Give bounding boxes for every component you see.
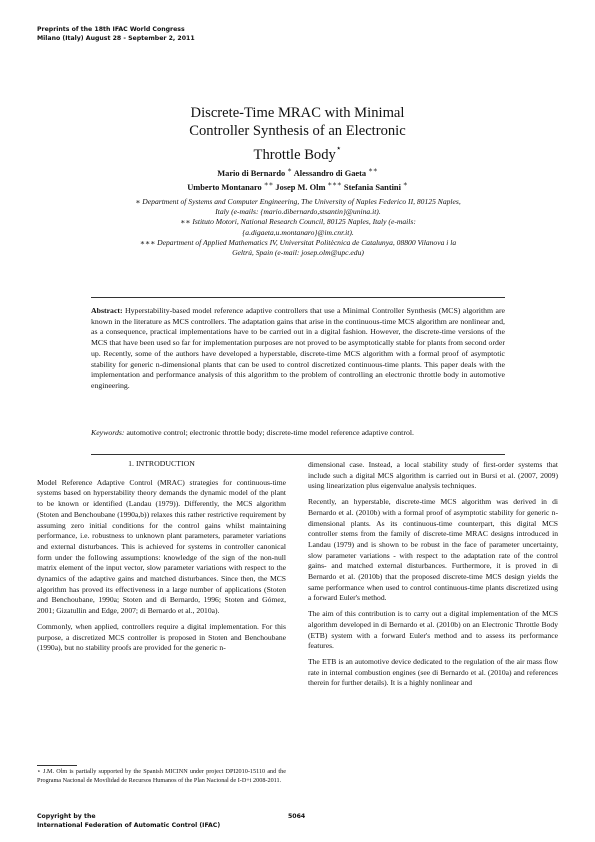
section-heading: 1. INTRODUCTION (128, 459, 195, 468)
title-line1: Discrete-Time MRAC with Minimal (190, 105, 405, 121)
affiliations (133, 197, 463, 258)
title-line2: Controller Synthesis of an Electronic (189, 123, 406, 140)
author-name: Stefania Santini (343, 182, 401, 192)
abstract-top-rule (91, 297, 505, 298)
paragraph: dimensional case. Instead, a local stability study of first-order systems that include such a digital MCS algorithm is carried out in Bursi et al. (2007, 2009) using linearization plus eigenvalue analysis techniques. (308, 460, 558, 491)
left-column (37, 459, 286, 659)
right-column (308, 460, 558, 694)
affiliation-3: ∗∗∗ Department of Applied Mathematics IV, Universitat Politècnica de Catalunya, 08800 Vilanova i la Geltrú, Spain (e-mail: josep.olm@upc.edu) (139, 237, 457, 258)
author-affil-mark: ∗∗ (368, 166, 378, 174)
paper-title (0, 104, 595, 164)
abstract-bottom-rule (91, 454, 505, 455)
author-line2 (0, 179, 595, 193)
author-affil-mark: ∗∗ (263, 179, 274, 188)
author-name: Umberto Montanaro (187, 182, 262, 192)
author-name: Josep M. Olm (275, 182, 326, 192)
paragraph: The aim of this contribution is to carry out a digital implementation of the MCS algorithm developed in di Bernardo et al. (2010b) on an Electronic Throttle Body (ETB) system with a forward Euler's method and to assess its performance features. (308, 609, 558, 651)
affiliation-2: ∗∗ Istituto Motori, National Research Council, 80125 Naples, Italy (e-mails: {a.digaeta,u.montanaro}@im.cnr.it). (180, 217, 416, 237)
copyright-line2: International Federation of Automatic Control (IFAC) (37, 821, 221, 829)
affiliation-1: ∗ Department of Systems and Computer Engineering, The University of Naples Federico II, 80125 Naples, Italy (e-mails: {mario.dibernardo,stsantin}@unina.it). (135, 197, 461, 217)
author-list (0, 165, 595, 193)
conference-header (37, 26, 337, 43)
title-star-mark: ⋆ (335, 142, 342, 153)
keywords (91, 428, 505, 439)
title-line3: Throttle Body⋆ (253, 142, 342, 163)
keywords-text: automotive control; electronic throttle body; discrete-time model reference adaptive control. (126, 428, 414, 437)
abstract (91, 306, 505, 392)
author-line1 (0, 165, 595, 179)
author-name: Mario di Bernardo (217, 168, 286, 178)
author-affil-mark: ∗ (287, 166, 293, 174)
conference-header-line1: Preprints of the 18th IFAC World Congress (37, 26, 185, 33)
keywords-label: Keywords: (91, 428, 125, 437)
author-name: Alessandro di Gaeta (293, 168, 367, 178)
author-affil-mark: ∗ (403, 179, 408, 188)
conference-header-line2: Milano (Italy) August 28 - September 2, 2011 (37, 34, 195, 42)
paragraph: Recently, an hyperstable, discrete-time MCS algorithm was derived in di Bernardo et al. (2010b) with a formal proof of asymptotic stability for generic n-dimensional plants. As its continuous-time counterpart, this digital MCS controller stems from the family of discrete-time MRAC designs introduced in Landau (1979) and is shown to be robust in the face of parameter uncertainty, slow parameter variations - with respect to the adaptation rate of the control gains- and matched external disturbances. Furthermore, it is proved in di Bernardo et al. (2010b) that the proposed discrete-time MCS design yields the same performance when used to control continuous-time plants discretized using a forward Euler's method. (308, 497, 558, 603)
copyright-line1: Copyright by the (37, 813, 96, 820)
abstract-label: Abstract: (91, 306, 123, 315)
author-affil-mark: ∗∗∗ (327, 179, 342, 188)
footnote-rule (37, 765, 77, 766)
page-number: 5064 (288, 813, 306, 820)
footnote: ⋆ J.M. Olm is partially supported by the Spanish MICINN under project DPI2010-15110 and the Programa Nacional de Movilidad de Recursos Humanos of the Plan Nacional de I-D+i 2008-2011. (37, 768, 286, 784)
paragraph: Model Reference Adaptive Control (MRAC) strategies for continuous-time systems based on hyperstability theory demands the dynamic model of the plant to be known or identified (Landau (1979)). Differently, the MCS algorithm (Stoten and Benchoubane (1990a,b)) relaxes this rather restrictive requirement by assuming zero initial conditions for the control gains whilst maintaining performance, i.e. robustness to unknown plant parameters, parameter variations and external disturbances. This is achieved for systems in controller canonical form under the following assumptions: knowledge of the sign of the non-null matrix element of the input vector, slow parameter variations with respect to the dynamics of the adaptive gains and matched disturbances. Since then, the MCS algorithm has proved its effectiveness in a large number of applications (Stoten and Benchoubane, 1990a; Stoten and di Bernardo, 1996; Stoten and Gómez, 2001; Gizatullin and Edge, 2007; di Bernardo et al., 2010a). (37, 477, 286, 616)
abstract-text: Hyperstability-based model reference adaptive controllers that use a Minimal Controller Synthesis (MCS) algorithm are known in the literature as MCS controllers. The adaptation gains that arise in the continuous-time MCS algorithm are nonlinear and, as a consequence, practical implementations have to be carried out in a digital fashion. However, the discrete-time versions of the MCS that have been used so far for implementation purposes are not proved to be asymptotically stable for plants from second order up. Recently, some of the authors have developed a hyperstable, discrete-time MCS algorithm with a formal proof of asymptotic stability for generic n-dimensional plants that can be used to control discretized continuous-time plants. This paper deals with the implementation and performance analysis of this algorithm to the problem of controlling an electronic throttle body in automotive engineering. (91, 306, 505, 390)
paragraph: The ETB is an automotive device dedicated to the regulation of the air mass flow rate in internal combustion engines (see di Bernardo et al. (2010a) and references therein for further details). It is a highly nonlinear and (308, 656, 558, 688)
paragraph: Commonly, when applied, controllers require a digital implementation. For this purpose, a discretized MCS controller is proposed in Stoten and Benchoubane (1990a), but no stability proofs are provided for the generic n- (37, 621, 286, 653)
